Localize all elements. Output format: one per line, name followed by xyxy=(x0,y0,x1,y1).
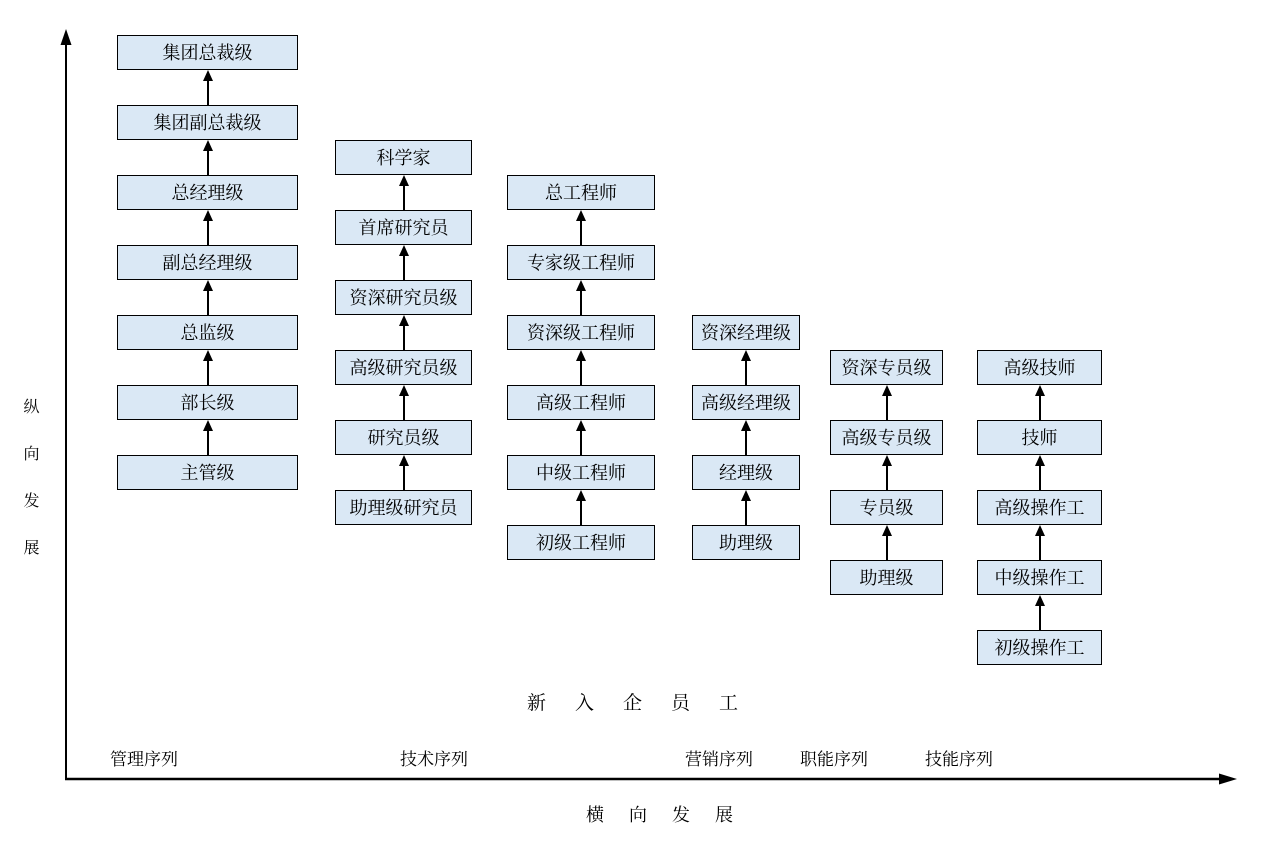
arrowhead-icon xyxy=(203,350,213,361)
vertical-axis-label: 纵向发展 xyxy=(23,399,40,557)
arrowhead-icon xyxy=(1035,455,1045,466)
arrowhead-icon xyxy=(741,350,751,361)
up-arrow-icon xyxy=(202,210,214,245)
new-employee-label: 新入企员工 xyxy=(527,693,768,714)
sequence-label-0: 管理序列 xyxy=(110,750,178,769)
up-arrow-icon xyxy=(575,420,587,455)
ladder-box-engineering-1: 专家级工程师 xyxy=(507,245,655,280)
up-arrow-icon xyxy=(202,70,214,105)
up-arrow-icon xyxy=(398,315,410,350)
arrow-shaft xyxy=(207,81,209,105)
up-arrow-icon xyxy=(740,420,752,455)
ladder-box-research-5: 助理级研究员 xyxy=(335,490,472,525)
ladder-box-management-3: 副总经理级 xyxy=(117,245,298,280)
ladder-box-skill-4: 初级操作工 xyxy=(977,630,1102,665)
up-arrow-icon xyxy=(575,210,587,245)
up-arrow-icon xyxy=(398,245,410,280)
up-arrow-icon xyxy=(1034,525,1046,560)
arrow-shaft xyxy=(580,501,582,525)
up-arrow-icon xyxy=(575,350,587,385)
up-arrow-icon xyxy=(1034,385,1046,420)
up-arrow-icon xyxy=(202,350,214,385)
sequence-label-4: 技能序列 xyxy=(925,750,993,769)
arrow-shaft xyxy=(886,396,888,420)
ladder-box-engineering-2: 资深级工程师 xyxy=(507,315,655,350)
x-axis-arrowhead-icon xyxy=(1219,774,1237,785)
up-arrow-icon xyxy=(740,490,752,525)
arrowhead-icon xyxy=(882,385,892,396)
arrowhead-icon xyxy=(399,385,409,396)
arrowhead-icon xyxy=(399,315,409,326)
arrow-shaft xyxy=(886,536,888,560)
ladder-box-skill-0: 高级技师 xyxy=(977,350,1102,385)
up-arrow-icon xyxy=(881,385,893,420)
up-arrow-icon xyxy=(1034,455,1046,490)
up-arrow-icon xyxy=(881,525,893,560)
arrow-shaft xyxy=(745,431,747,455)
arrow-shaft xyxy=(580,361,582,385)
horizontal-axis-label: 横向发展 xyxy=(586,805,758,825)
ladder-box-marketing-0: 资深经理级 xyxy=(692,315,800,350)
sequence-label-2: 营销序列 xyxy=(685,750,753,769)
arrow-shaft xyxy=(403,326,405,350)
arrowhead-icon xyxy=(203,70,213,81)
arrow-shaft xyxy=(886,466,888,490)
arrowhead-icon xyxy=(203,420,213,431)
arrowhead-icon xyxy=(1035,595,1045,606)
ladder-box-research-4: 研究员级 xyxy=(335,420,472,455)
arrowhead-icon xyxy=(576,490,586,501)
arrow-shaft xyxy=(207,291,209,315)
ladder-box-functional-1: 高级专员级 xyxy=(830,420,943,455)
up-arrow-icon xyxy=(575,280,587,315)
arrowhead-icon xyxy=(1035,385,1045,396)
arrowhead-icon xyxy=(741,420,751,431)
arrow-shaft xyxy=(1039,606,1041,630)
arrow-shaft xyxy=(207,431,209,455)
up-arrow-icon xyxy=(398,175,410,210)
arrowhead-icon xyxy=(203,210,213,221)
ladder-box-engineering-4: 中级工程师 xyxy=(507,455,655,490)
ladder-box-management-5: 部长级 xyxy=(117,385,298,420)
arrow-shaft xyxy=(580,431,582,455)
arrowhead-icon xyxy=(399,245,409,256)
arrowhead-icon xyxy=(741,490,751,501)
ladder-box-research-3: 高级研究员级 xyxy=(335,350,472,385)
ladder-box-management-1: 集团副总裁级 xyxy=(117,105,298,140)
ladder-box-engineering-5: 初级工程师 xyxy=(507,525,655,560)
arrow-shaft xyxy=(403,256,405,280)
up-arrow-icon xyxy=(398,385,410,420)
arrow-shaft xyxy=(207,151,209,175)
arrow-shaft xyxy=(207,221,209,245)
ladder-box-marketing-3: 助理级 xyxy=(692,525,800,560)
arrow-shaft xyxy=(1039,536,1041,560)
up-arrow-icon xyxy=(202,140,214,175)
arrow-shaft xyxy=(403,186,405,210)
ladder-box-research-2: 资深研究员级 xyxy=(335,280,472,315)
ladder-box-functional-0: 资深专员级 xyxy=(830,350,943,385)
arrowhead-icon xyxy=(399,175,409,186)
up-arrow-icon xyxy=(881,455,893,490)
arrow-shaft xyxy=(403,466,405,490)
ladder-box-management-6: 主管级 xyxy=(117,455,298,490)
y-axis-arrowhead-icon xyxy=(61,29,72,45)
arrow-shaft xyxy=(745,361,747,385)
ladder-box-marketing-1: 高级经理级 xyxy=(692,385,800,420)
arrowhead-icon xyxy=(576,350,586,361)
ladder-box-management-4: 总监级 xyxy=(117,315,298,350)
arrowhead-icon xyxy=(203,140,213,151)
up-arrow-icon xyxy=(1034,595,1046,630)
ladder-box-engineering-3: 高级工程师 xyxy=(507,385,655,420)
up-arrow-icon xyxy=(398,455,410,490)
ladder-box-skill-3: 中级操作工 xyxy=(977,560,1102,595)
arrow-shaft xyxy=(580,221,582,245)
arrowhead-icon xyxy=(576,280,586,291)
arrow-shaft xyxy=(580,291,582,315)
arrowhead-icon xyxy=(576,420,586,431)
arrowhead-icon xyxy=(1035,525,1045,536)
arrowhead-icon xyxy=(882,455,892,466)
ladder-box-management-0: 集团总裁级 xyxy=(117,35,298,70)
arrowhead-icon xyxy=(882,525,892,536)
sequence-label-1: 技术序列 xyxy=(400,750,468,769)
ladder-box-skill-1: 技师 xyxy=(977,420,1102,455)
ladder-box-research-1: 首席研究员 xyxy=(335,210,472,245)
arrow-shaft xyxy=(403,396,405,420)
arrowhead-icon xyxy=(203,280,213,291)
up-arrow-icon xyxy=(202,280,214,315)
sequence-label-3: 职能序列 xyxy=(800,750,868,769)
up-arrow-icon xyxy=(740,350,752,385)
ladder-box-marketing-2: 经理级 xyxy=(692,455,800,490)
arrowhead-icon xyxy=(399,455,409,466)
arrow-shaft xyxy=(1039,466,1041,490)
arrowhead-icon xyxy=(576,210,586,221)
ladder-box-functional-2: 专员级 xyxy=(830,490,943,525)
up-arrow-icon xyxy=(575,490,587,525)
arrow-shaft xyxy=(207,361,209,385)
arrow-shaft xyxy=(745,501,747,525)
up-arrow-icon xyxy=(202,420,214,455)
arrow-shaft xyxy=(1039,396,1041,420)
ladder-box-functional-3: 助理级 xyxy=(830,560,943,595)
ladder-box-skill-2: 高级操作工 xyxy=(977,490,1102,525)
ladder-box-management-2: 总经理级 xyxy=(117,175,298,210)
ladder-box-engineering-0: 总工程师 xyxy=(507,175,655,210)
ladder-box-research-0: 科学家 xyxy=(335,140,472,175)
